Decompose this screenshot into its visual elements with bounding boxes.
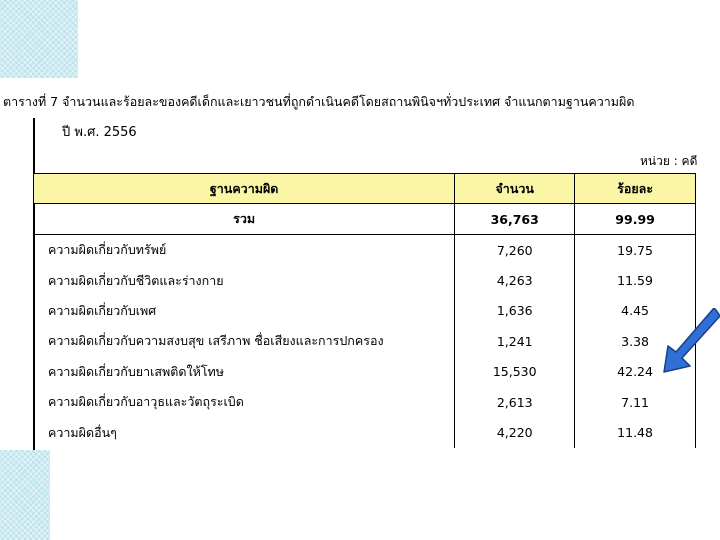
offense-count: 7,260 — [455, 235, 575, 266]
corner-decoration-bottom — [0, 450, 50, 540]
total-percent: 99.99 — [575, 204, 696, 235]
table-row — [34, 326, 696, 356]
table-year: ปี พ.ศ. 2556 — [62, 125, 137, 140]
offense-label: ความผิดเกี่ยวกับยาเสพติดให้โทษ — [34, 357, 455, 387]
offense-label: ความผิดเกี่ยวกับชีวิตและร่างกาย — [34, 265, 455, 295]
table-row — [34, 417, 696, 447]
offense-table — [33, 173, 696, 448]
offense-percent: 7.11 — [575, 387, 696, 417]
column-header: ฐานความผิด — [34, 174, 455, 204]
table-row — [34, 357, 696, 387]
offense-count: 2,613 — [455, 387, 575, 417]
corner-decoration-top — [0, 0, 78, 78]
column-header: จำนวน — [455, 174, 575, 204]
offense-percent: 4.45 — [575, 296, 696, 326]
offense-count: 1,241 — [455, 326, 575, 356]
table-row — [34, 235, 696, 266]
offense-count: 4,220 — [455, 417, 575, 447]
offense-count: 4,263 — [455, 265, 575, 295]
unit-label: หน่วย : คดี — [640, 154, 698, 168]
offense-count: 1,636 — [455, 296, 575, 326]
arrow-pointer-icon — [660, 308, 720, 374]
offense-label: ความผิดเกี่ยวกับทรัพย์ — [34, 235, 455, 266]
offense-percent: 42.24 — [575, 357, 696, 387]
offense-label: ความผิดเกี่ยวกับอาวุธและวัตถุระเบิด — [34, 387, 455, 417]
offense-percent: 11.59 — [575, 265, 696, 295]
table-header-row — [34, 174, 696, 204]
offense-label: ความผิดเกี่ยวกับความสงบสุข เสรีภาพ ชื่อเสียงและการปกครอง — [34, 326, 455, 356]
total-count: 36,763 — [455, 204, 575, 235]
offense-percent: 3.38 — [575, 326, 696, 356]
offense-percent: 19.75 — [575, 235, 696, 266]
offense-percent: 11.48 — [575, 417, 696, 447]
table-row — [34, 387, 696, 417]
offense-count: 15,530 — [455, 357, 575, 387]
offense-label: ความผิดเกี่ยวกับเพศ — [34, 296, 455, 326]
total-row — [34, 204, 696, 235]
table-title: ตารางที่ 7 จำนวนและร้อยละของคดีเด็กและเยาวชนที่ถูกดำเนินคดีโดยสถานพินิจฯทั่วประเทศ จำแนกตามฐานความผิด — [3, 94, 635, 109]
table-row — [34, 296, 696, 326]
column-header: ร้อยละ — [575, 174, 696, 204]
table-row — [34, 265, 696, 295]
total-label: รวม — [34, 204, 455, 235]
offense-label: ความผิดอื่นๆ — [34, 417, 455, 447]
